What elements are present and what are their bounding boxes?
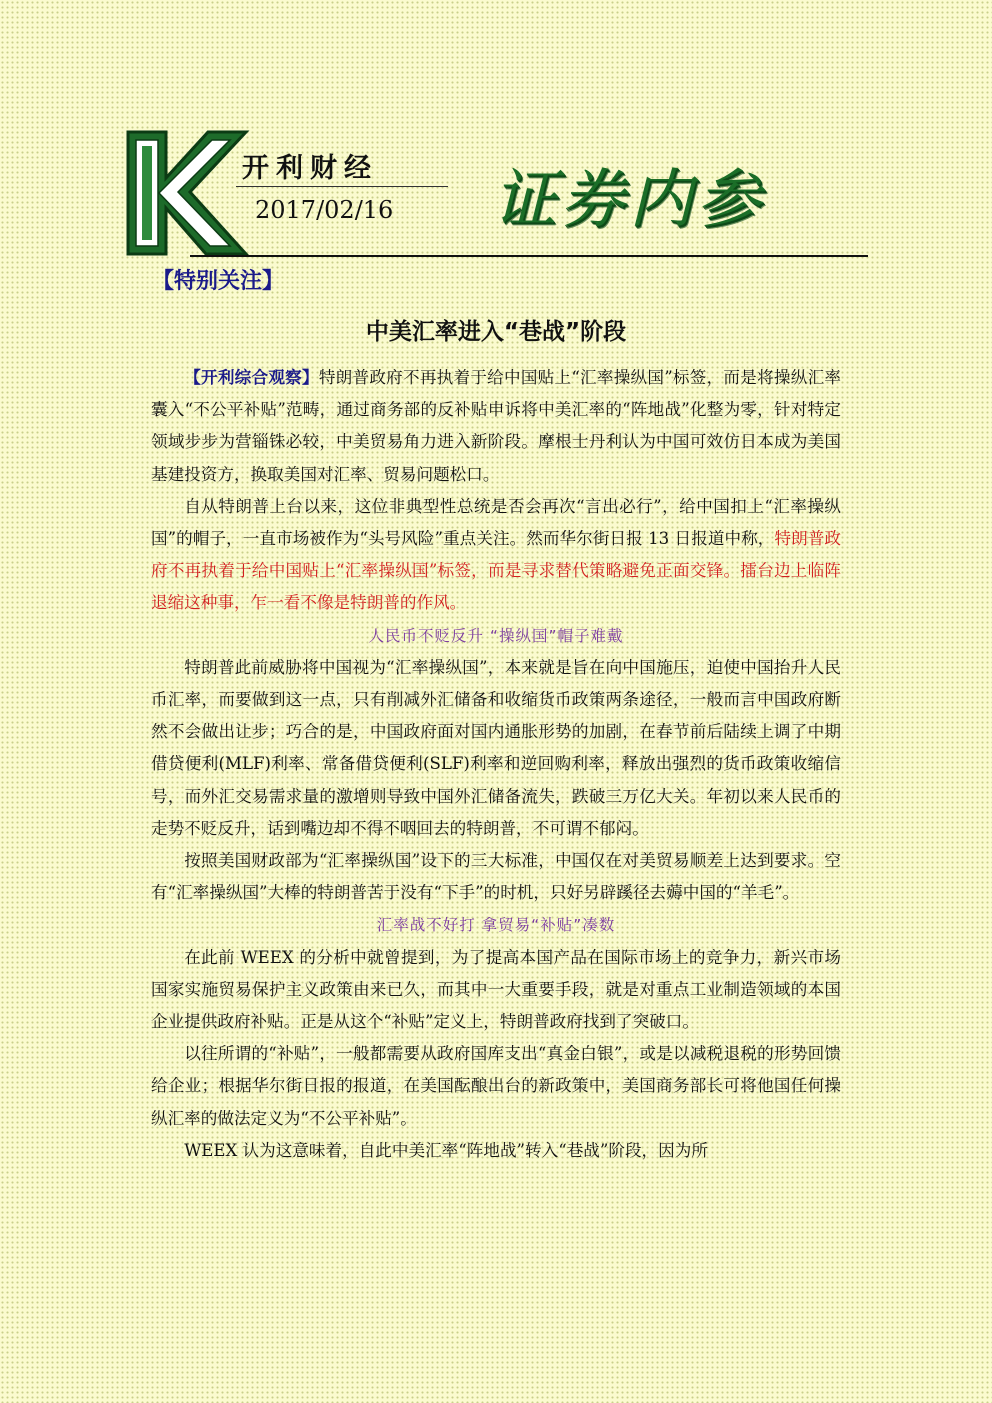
subheading-2: 汇率战不好打 拿贸易“补贴”凑数 bbox=[376, 916, 616, 935]
lead-label: 【开利综合观察】 bbox=[184, 368, 319, 387]
article-body bbox=[151, 362, 841, 1167]
article-title: 中美汇率进入“巷战”阶段 bbox=[365, 319, 627, 345]
k-logo-icon bbox=[120, 128, 250, 258]
issue-date: 2017/02/16 bbox=[255, 196, 394, 224]
highlighted-text: 特朗普政府不再执着于给中国贴上“汇率操纵国”标签，而是寻求替代策略避免正面交锋。擂台边上临阵退缩这种事，乍一看不像是特朗普的作风。 bbox=[151, 529, 841, 613]
page-header bbox=[0, 0, 992, 262]
paragraph-2-text: 自从特朗普上台以来，这位非典型性总统是否会再次“言出必行”，给中国扣上“汇率操纵国”的帽子，一直市场被作为“头号风险”重点关注。然而华尔街日报 13 日报道中称， bbox=[151, 496, 841, 549]
lead-text: 特朗普政府不再执着于给中国贴上“汇率操纵国”标签，而是将操纵汇率囊入“不公平补贴”范畴，通过商务部的反补贴申诉将中美汇率的“阵地战”化整为零，针对特定领域步步为营锱铢必较，中美贸易角力进入新阶段。摩根士丹利认为中国可效仿日本成为美国基建投资方，换取美国对汇率、贸易问题松口。 bbox=[151, 368, 841, 484]
paragraph-7: WEEX 认为这意味着，自此中美汇率“阵地战”转入“巷战”阶段，因为所 bbox=[184, 1140, 708, 1160]
paragraph-5: 在此前 WEEX 的分析中就曾提到，为了提高本国产品在国际市场上的竞争力，新兴市场国家实施贸易保护主义政策由来已久，而其中一大重要手段，就是对重点工业制造领域的本国企业提供政府补贴。正是从这个“补贴”定义上，特朗普政府找到了突破口。 bbox=[151, 947, 841, 1032]
paragraph-4: 按照美国财政部为“汇率操纵国”设下的三大标准，中国仅在对美贸易顺差上达到要求。空有“汇率操纵国”大棒的特朗普苦于没有“下手”的时机，只好另辟蹊径去薅中国的“羊毛”。 bbox=[151, 851, 841, 903]
header-rule bbox=[190, 255, 868, 257]
section-tag: 【特别关注】 bbox=[152, 269, 285, 294]
brand-divider bbox=[236, 186, 448, 187]
paragraph-6: 以往所谓的“补贴”，一般都需要从政府国库支出“真金白银”，或是以减税退税的形势回馈给企业；根据华尔街日报的报道，在美国酝酿出台的新政策中，美国商务部长可将他国任何操纵汇率的做法定义为“不公平补贴”。 bbox=[151, 1044, 841, 1128]
masthead-title: 证券内参 bbox=[488, 163, 780, 237]
lead-paragraph bbox=[151, 362, 841, 491]
paragraph-2 bbox=[151, 491, 841, 620]
brand-name: 开利财经 bbox=[242, 153, 378, 184]
subheading-1: 人民币不贬反升 “操纵国”帽子难戴 bbox=[368, 626, 624, 645]
paragraph-3: 特朗普此前威胁将中国视为“汇率操纵国”，本来就是旨在向中国施压，迫使中国抬升人民币汇率，而要做到这一点，只有削减外汇储备和收缩货币政策两条途径，一般而言中国政府断然不会做出让步；巧合的是，中国政府面对国内通胀形势的加剧，在春节前后陆续上调了中期借贷便利(MLF)利率、常备借贷便利(SLF)利率和逆回购利率，释放出强烈的货币政策收缩信号，而外汇交易需求量的激增则导致中国外汇储备流失，跌破三万亿大关。年初以来人民币的走势不贬反升，话到嘴边却不得不咽回去的特朗普，不可谓不郁闷。 bbox=[151, 657, 841, 838]
